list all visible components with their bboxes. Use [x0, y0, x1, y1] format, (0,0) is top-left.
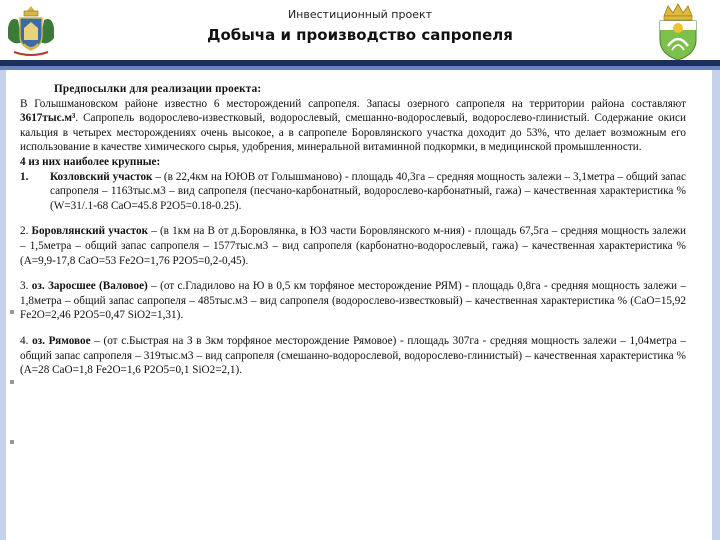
header	[0, 0, 720, 64]
deposit-number: 1.	[20, 170, 29, 183]
deposit-number: 2.	[20, 225, 29, 238]
paragraph-marker	[10, 310, 14, 314]
header-subtitle: Инвестиционный проект	[287, 8, 433, 21]
left-border	[0, 70, 6, 540]
right-border	[712, 70, 720, 540]
deposit-description: – (от с.Быстрая на З в 3км торфяное месторождение Рямовое) - площадь 307га - средняя мощность залежи – 1,04метра – общий запас сапропеля – 319тыс.м3 – вид сапропеля (смешанно-водорослевой, водорослево-глинистый) – качественная характеристика % (A=28 CaO=1,8 Fe2O=1,6 P2O5=0,1 SiO2=2,1).	[20, 334, 687, 377]
deposit-name: Боровлянский участок	[31, 225, 149, 238]
deposit-name: оз. Рямовое	[32, 334, 91, 347]
deposit-item-1	[20, 170, 686, 214]
coat-of-arms-icon	[4, 2, 58, 58]
deposit-number: 4.	[20, 334, 29, 347]
paragraph-marker	[10, 440, 14, 444]
deposit-name: оз. Заросшее (Валовое)	[31, 280, 148, 293]
page-title: Добыча и производство сапропеля	[207, 26, 513, 44]
reserves-value: 3617тыс.м³	[20, 112, 76, 125]
deposit-number: 3.	[20, 280, 29, 293]
largest-deposits-label: 4 из них наиболее крупные:	[20, 155, 161, 168]
deposit-description: – (в 22,4км на ЮЮВ от Голышманово) - площадь 40,3га – средняя мощность залежи – 3,1метра – общий запас сапропеля – 1163тыс.м3 – вид сапропеля (песчано-карбонатный, водорослево-карбонатный, гажа) – качественная характеристика % (W=31/.1-68 CaO=45.8 P2O5=0.18-0.25).	[50, 170, 686, 212]
header-divider-accent	[0, 66, 720, 70]
paragraph-marker	[10, 380, 14, 384]
deposit-description: – (от с.Гладилово на Ю в 0,5 км торфяное месторождение РЯМ) - площадь 0,8га - средняя мощность залежи – 1,8метра – общий запас сапропеля – 485тыс.м3 – вид сапропеля (водорослево-известковый) – качественная характеристика % (CaO=15,92 Fe2O=2,46 P2O5=0,47 SiO2=1,31).	[20, 280, 686, 322]
district-emblem-icon	[650, 2, 706, 62]
deposit-item-3	[20, 279, 686, 323]
main-content	[20, 82, 686, 378]
intro-paragraph: В Голышмановском районе известно 6 месторождений сапропеля. Запасы озерного сапропеля на территории района составляют 3617тыс.м³. Сапропель водорослево-известковый, водорослевый, смешанно-водорослевый, водорослево-глинистый. Содержание окиси кальция в четырех месторождениях очень высокое, а в сапропеле Боровлянского участка доходит до 53%, что делает возможным его использование в качестве химического сырья, удобрения, минеральной витаминной подкормки, в медицинской промышленности.	[20, 97, 686, 154]
deposit-name: Козловский участок	[50, 170, 153, 183]
deposit-item-2	[20, 224, 686, 268]
deposit-item-4	[20, 334, 686, 378]
section-title: Предпосылки для реализации проекта:	[54, 83, 262, 95]
deposit-description: – (в 1км на В от д.Боровлянка, в ЮЗ части Боровлянского м-ния) - площадь 67,5га – средняя мощность залежи – 1,5метра – общий запас сапропеля – 1577тыс.м3 – вид сапропеля (карбонатно-водорослевый, гажа) – качественная характеристика % (A=9,9-17,8 CaO=53 Fe2O=1,76 P2O5=0,2-0,45).	[20, 225, 686, 267]
